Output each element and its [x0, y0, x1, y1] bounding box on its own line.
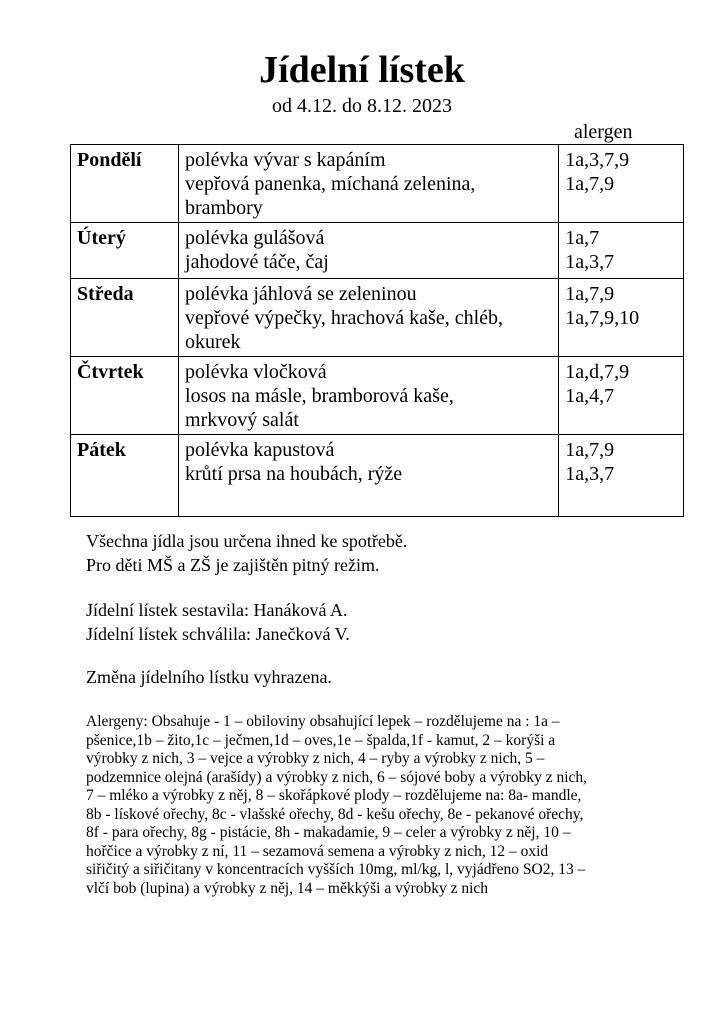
dish-line: okurek: [185, 331, 241, 353]
menu-row-thursday: [71, 357, 684, 435]
legend-line: výrobky z nich, 3 – vejce a výrobky z nich, 4 – ryby a výrobky z nich, 5 –: [86, 750, 545, 767]
allergen-line: 1a,7: [565, 227, 600, 249]
dish-line: krůtí prsa na houbách, rýže: [185, 463, 403, 485]
dish-line: jahodové táče, čaj: [185, 251, 329, 273]
day-cell: Úterý: [71, 223, 179, 279]
dish-line: polévka jáhlová se zeleninou: [185, 283, 417, 305]
allergen-cell: [559, 435, 684, 517]
day-cell: Pondělí: [71, 145, 179, 223]
menu-row-tuesday: [71, 223, 684, 279]
day-cell: Pátek: [71, 435, 179, 517]
dish-line: polévka gulášová: [185, 227, 325, 249]
allergen-cell: [559, 223, 684, 279]
dishes-cell: [179, 145, 559, 223]
allergen-line: 1a,7,9: [565, 173, 615, 195]
dish-line: polévka kapustová: [185, 439, 335, 461]
allergen-line: 1a,7,9: [565, 439, 615, 461]
allergen-cell: [559, 357, 684, 435]
allergen-legend: [86, 713, 658, 898]
legend-line: hořčice a výrobky z ní, 11 – sezamová semena a výrobky z nich, 12 – oxid: [86, 842, 549, 860]
dishes-cell: [179, 357, 559, 435]
legend-line: Alergeny: Obsahuje - 1 – obiloviny obsahující lepek – rozdělujeme na : 1a –: [86, 713, 560, 730]
allergen-line: 1a,3,7: [565, 251, 615, 273]
compiled-by: Jídelní lístek sestavila: Hanáková A.: [86, 600, 348, 620]
page-title: Jídelní lístek: [259, 49, 465, 91]
change-notice: Změna jídelního lístku vyhrazena.: [86, 667, 332, 687]
allergen-line: 1a,d,7,9: [565, 361, 630, 383]
approved-by: Jídelní lístek schválila: Janečková V.: [86, 624, 350, 644]
legend-line: 8f - para ořechy, 8g - pistácie, 8h - makadamie, 9 – celer a výrobky z něj, 10 –: [86, 824, 571, 841]
allergen-line: 1a,7,9: [565, 283, 615, 305]
day-cell: Čtvrtek: [71, 357, 179, 435]
dish-line: vepřová panenka, míchaná zelenina,: [185, 173, 476, 195]
allergen-cell: [559, 279, 684, 357]
dish-line: brambory: [185, 197, 263, 219]
note-drinking: Pro děti MŠ a ZŠ je zajištěn pitný režim.: [86, 555, 380, 575]
allergen-line: 1a,4,7: [565, 385, 615, 407]
dishes-cell: [179, 279, 559, 357]
menu-row-monday: [71, 145, 684, 223]
dish-line: mrkvový salát: [185, 409, 299, 431]
menu-row-wednesday: [71, 279, 684, 357]
legend-line: 8b - lískové ořechy, 8c - vlašské ořechy, 8d - kešu ořechy, 8e - pekanové ořechy,: [86, 805, 584, 823]
legend-line: pšenice,1b – žito,1c – ječmen,1d – oves,1e – špalda,1f - kamut, 2 – korýši a: [86, 731, 556, 749]
legend-line: siřičitý a siřičitany v koncentracích vyšších 10mg, ml/kg, l, vyjádřeno SO2, 13 –: [86, 861, 586, 878]
legend-line: vlčí bob (lupina) a výrobky z něj, 14 – měkkýši a výrobky z nich: [86, 879, 489, 897]
note-freshness: Všechna jídla jsou určena ihned ke spotřebě.: [86, 531, 408, 551]
date-range: od 4.12. do 8.12. 2023: [272, 95, 452, 117]
allergen-column-label: alergen: [574, 121, 633, 143]
dishes-cell: [179, 435, 559, 517]
allergen-cell: [559, 145, 684, 223]
allergen-line: 1a,7,9,10: [565, 307, 640, 329]
day-cell: Středa: [71, 279, 179, 357]
dish-line: polévka vývar s kapáním: [185, 149, 386, 171]
allergen-line: 1a,3,7: [565, 463, 615, 485]
allergen-line: 1a,3,7,9: [565, 149, 630, 171]
dish-line: losos na másle, bramborová kaše,: [185, 385, 454, 407]
dishes-cell: [179, 223, 559, 279]
menu-table: [70, 144, 684, 517]
legend-line: podzemnice olejná (arašídy) a výrobky z nich, 6 – sójové boby a výrobky z nich,: [86, 768, 588, 786]
legend-line: 7 – mléko a výrobky z něj, 8 – skořápkové plody – rozdělujeme na: 8a- mandle,: [86, 787, 582, 804]
dish-line: vepřové výpečky, hrachová kaše, chléb,: [185, 307, 504, 329]
menu-row-friday: [71, 435, 684, 517]
dish-line: polévka vločková: [185, 361, 327, 383]
